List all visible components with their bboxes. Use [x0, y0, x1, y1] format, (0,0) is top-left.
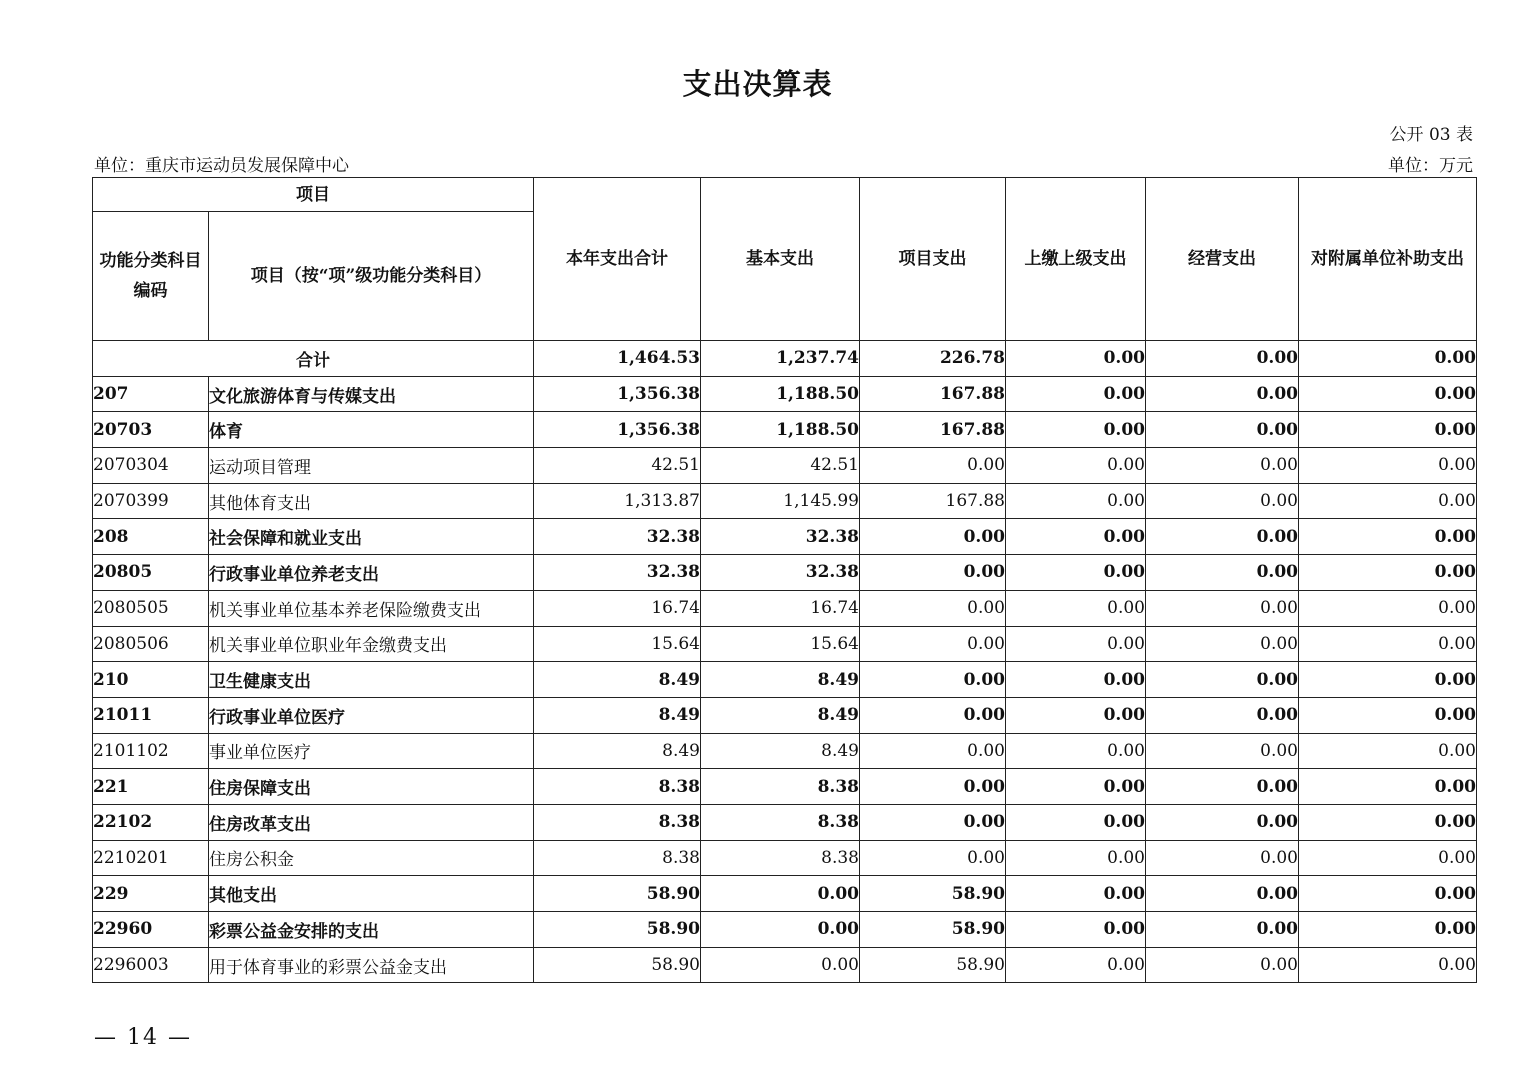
row-value: 0.00 — [1006, 733, 1146, 769]
total-cell: 0.00 — [1299, 341, 1477, 377]
total-row — [93, 341, 1477, 377]
row-code: 208 — [93, 519, 209, 555]
row-value: 0.00 — [1006, 769, 1146, 805]
row-value: 0.00 — [1299, 412, 1477, 448]
row-value: 0.00 — [1299, 448, 1477, 484]
row-code: 2070399 — [93, 483, 209, 519]
row-value: 15.64 — [701, 626, 860, 662]
row-code: 22960 — [93, 912, 209, 948]
total-cell: 0.00 — [1146, 341, 1299, 377]
row-name: 社会保障和就业支出 — [209, 519, 534, 555]
table-row — [93, 412, 1477, 448]
row-code: 21011 — [93, 697, 209, 733]
header-project: 项目 — [93, 178, 534, 212]
row-code: 207 — [93, 376, 209, 412]
row-value: 58.90 — [534, 947, 701, 983]
row-value: 8.38 — [534, 769, 701, 805]
table-row — [93, 804, 1477, 840]
row-value: 0.00 — [1146, 626, 1299, 662]
row-name: 行政事业单位医疗 — [209, 697, 534, 733]
row-value: 0.00 — [1146, 804, 1299, 840]
row-value: 8.38 — [701, 804, 860, 840]
row-value: 0.00 — [860, 769, 1006, 805]
row-name: 用于体育事业的彩票公益金支出 — [209, 947, 534, 983]
row-value: 58.90 — [860, 912, 1006, 948]
table-row — [93, 733, 1477, 769]
row-value: 42.51 — [534, 448, 701, 484]
row-value: 0.00 — [1146, 769, 1299, 805]
row-name: 行政事业单位养老支出 — [209, 555, 534, 591]
row-value: 15.64 — [534, 626, 701, 662]
row-value: 0.00 — [1299, 519, 1477, 555]
row-name: 文化旅游体育与传媒支出 — [209, 376, 534, 412]
row-code: 20805 — [93, 555, 209, 591]
row-value: 0.00 — [1299, 626, 1477, 662]
row-code: 210 — [93, 662, 209, 698]
table-row — [93, 662, 1477, 698]
table-row — [93, 483, 1477, 519]
row-value: 0.00 — [1006, 519, 1146, 555]
row-value: 0.00 — [1146, 876, 1299, 912]
row-value: 0.00 — [1299, 697, 1477, 733]
row-value: 0.00 — [860, 697, 1006, 733]
row-value: 0.00 — [860, 590, 1006, 626]
total-cell: 1,464.53 — [534, 341, 701, 377]
row-name: 体育 — [209, 412, 534, 448]
row-name: 其他体育支出 — [209, 483, 534, 519]
row-value: 0.00 — [1146, 840, 1299, 876]
header-item: 项目（按“项”级功能分类科目） — [209, 212, 534, 341]
row-value: 8.49 — [701, 733, 860, 769]
row-value: 42.51 — [701, 448, 860, 484]
row-code: 229 — [93, 876, 209, 912]
row-code: 22102 — [93, 804, 209, 840]
row-value: 0.00 — [860, 733, 1006, 769]
row-value: 0.00 — [1146, 448, 1299, 484]
row-value: 0.00 — [1299, 912, 1477, 948]
row-value: 0.00 — [1299, 590, 1477, 626]
row-value: 0.00 — [1006, 555, 1146, 591]
row-value: 0.00 — [1299, 662, 1477, 698]
header-upper-payment: 上缴上级支出 — [1006, 178, 1146, 341]
header-total: 本年支出合计 — [534, 178, 701, 341]
table-row — [93, 555, 1477, 591]
row-value: 0.00 — [1146, 912, 1299, 948]
row-value: 167.88 — [860, 483, 1006, 519]
row-value: 0.00 — [1299, 483, 1477, 519]
row-value: 0.00 — [1006, 697, 1146, 733]
row-code: 2070304 — [93, 448, 209, 484]
row-value: 1,356.38 — [534, 376, 701, 412]
row-value: 0.00 — [1299, 555, 1477, 591]
row-value: 8.49 — [534, 662, 701, 698]
row-value: 0.00 — [1146, 697, 1299, 733]
row-value: 32.38 — [701, 519, 860, 555]
row-name: 彩票公益金安排的支出 — [209, 912, 534, 948]
row-value: 167.88 — [860, 412, 1006, 448]
row-value: 0.00 — [1006, 483, 1146, 519]
row-value: 16.74 — [534, 590, 701, 626]
expenditure-table — [92, 177, 1477, 983]
table-row — [93, 448, 1477, 484]
row-value: 16.74 — [701, 590, 860, 626]
table-row — [93, 947, 1477, 983]
row-value: 8.49 — [534, 733, 701, 769]
row-value: 0.00 — [860, 448, 1006, 484]
row-value: 0.00 — [1006, 412, 1146, 448]
row-value: 58.90 — [860, 876, 1006, 912]
row-value: 1,188.50 — [701, 412, 860, 448]
row-name: 运动项目管理 — [209, 448, 534, 484]
row-value: 0.00 — [1146, 376, 1299, 412]
row-value: 0.00 — [1006, 912, 1146, 948]
row-value: 1,145.99 — [701, 483, 860, 519]
row-value: 0.00 — [1006, 876, 1146, 912]
row-name: 机关事业单位职业年金缴费支出 — [209, 626, 534, 662]
row-value: 8.49 — [701, 662, 860, 698]
row-value: 0.00 — [701, 947, 860, 983]
table-row — [93, 840, 1477, 876]
row-value: 167.88 — [860, 376, 1006, 412]
row-value: 58.90 — [860, 947, 1006, 983]
row-value: 8.49 — [701, 697, 860, 733]
header-code: 功能分类科目编码 — [93, 212, 209, 341]
row-value: 0.00 — [1299, 733, 1477, 769]
table-row — [93, 912, 1477, 948]
row-value: 0.00 — [1146, 555, 1299, 591]
row-value: 0.00 — [1006, 662, 1146, 698]
row-value: 0.00 — [860, 555, 1006, 591]
row-value: 0.00 — [860, 662, 1006, 698]
table-row — [93, 376, 1477, 412]
row-value: 0.00 — [1146, 590, 1299, 626]
row-value: 0.00 — [1006, 376, 1146, 412]
row-value: 0.00 — [1299, 804, 1477, 840]
row-name: 住房公积金 — [209, 840, 534, 876]
row-value: 0.00 — [1146, 519, 1299, 555]
row-value: 0.00 — [1146, 412, 1299, 448]
table-row — [93, 519, 1477, 555]
total-cell: 226.78 — [860, 341, 1006, 377]
row-value: 8.49 — [534, 697, 701, 733]
row-value: 0.00 — [1006, 448, 1146, 484]
row-value: 0.00 — [701, 912, 860, 948]
header-business: 经营支出 — [1146, 178, 1299, 341]
row-value: 32.38 — [534, 555, 701, 591]
row-code: 2210201 — [93, 840, 209, 876]
row-name: 事业单位医疗 — [209, 733, 534, 769]
total-cell: 1,237.74 — [701, 341, 860, 377]
row-value: 0.00 — [1299, 840, 1477, 876]
row-value: 0.00 — [860, 519, 1006, 555]
row-code: 221 — [93, 769, 209, 805]
row-name: 卫生健康支出 — [209, 662, 534, 698]
row-value: 0.00 — [1006, 947, 1146, 983]
row-code: 2080506 — [93, 626, 209, 662]
row-value: 32.38 — [534, 519, 701, 555]
row-value: 58.90 — [534, 912, 701, 948]
row-value: 0.00 — [1006, 626, 1146, 662]
header-basic: 基本支出 — [701, 178, 860, 341]
row-code: 20703 — [93, 412, 209, 448]
currency-unit: 单位：万元 — [1388, 156, 1473, 176]
row-value: 0.00 — [1146, 947, 1299, 983]
row-value: 0.00 — [1146, 733, 1299, 769]
total-cell: 0.00 — [1006, 341, 1146, 377]
row-value: 0.00 — [701, 876, 860, 912]
row-value: 58.90 — [534, 876, 701, 912]
row-value: 0.00 — [1006, 840, 1146, 876]
row-value: 8.38 — [701, 840, 860, 876]
organization-unit: 单位：重庆市运动员发展保障中心 — [94, 156, 349, 176]
row-value: 8.38 — [534, 840, 701, 876]
row-name: 住房保障支出 — [209, 769, 534, 805]
row-value: 0.00 — [860, 840, 1006, 876]
row-value: 32.38 — [701, 555, 860, 591]
row-value: 0.00 — [1299, 876, 1477, 912]
row-name: 其他支出 — [209, 876, 534, 912]
row-value: 1,188.50 — [701, 376, 860, 412]
page-number: — 14 — — [94, 1025, 192, 1050]
row-code: 2101102 — [93, 733, 209, 769]
table-row — [93, 697, 1477, 733]
row-value: 8.38 — [701, 769, 860, 805]
header-subsidy: 对附属单位补助支出 — [1299, 178, 1477, 341]
row-value: 0.00 — [1299, 947, 1477, 983]
row-value: 0.00 — [1146, 662, 1299, 698]
row-value: 0.00 — [860, 804, 1006, 840]
table-row — [93, 876, 1477, 912]
table-row — [93, 590, 1477, 626]
row-name: 住房改革支出 — [209, 804, 534, 840]
row-code: 2296003 — [93, 947, 209, 983]
form-number: 公开 03 表 — [1389, 125, 1473, 145]
row-value: 0.00 — [1006, 804, 1146, 840]
row-value: 0.00 — [1299, 376, 1477, 412]
page-title: 支出决算表 — [682, 67, 833, 101]
row-value: 8.38 — [534, 804, 701, 840]
row-value: 0.00 — [1006, 590, 1146, 626]
table-row — [93, 769, 1477, 805]
row-value: 0.00 — [860, 626, 1006, 662]
row-value: 0.00 — [1299, 769, 1477, 805]
table-row — [93, 626, 1477, 662]
row-name: 机关事业单位基本养老保险缴费支出 — [209, 590, 534, 626]
header-project-expenditure: 项目支出 — [860, 178, 1006, 341]
row-value: 0.00 — [1146, 483, 1299, 519]
total-label: 合计 — [93, 341, 534, 377]
row-code: 2080505 — [93, 590, 209, 626]
row-value: 1,313.87 — [534, 483, 701, 519]
row-value: 1,356.38 — [534, 412, 701, 448]
